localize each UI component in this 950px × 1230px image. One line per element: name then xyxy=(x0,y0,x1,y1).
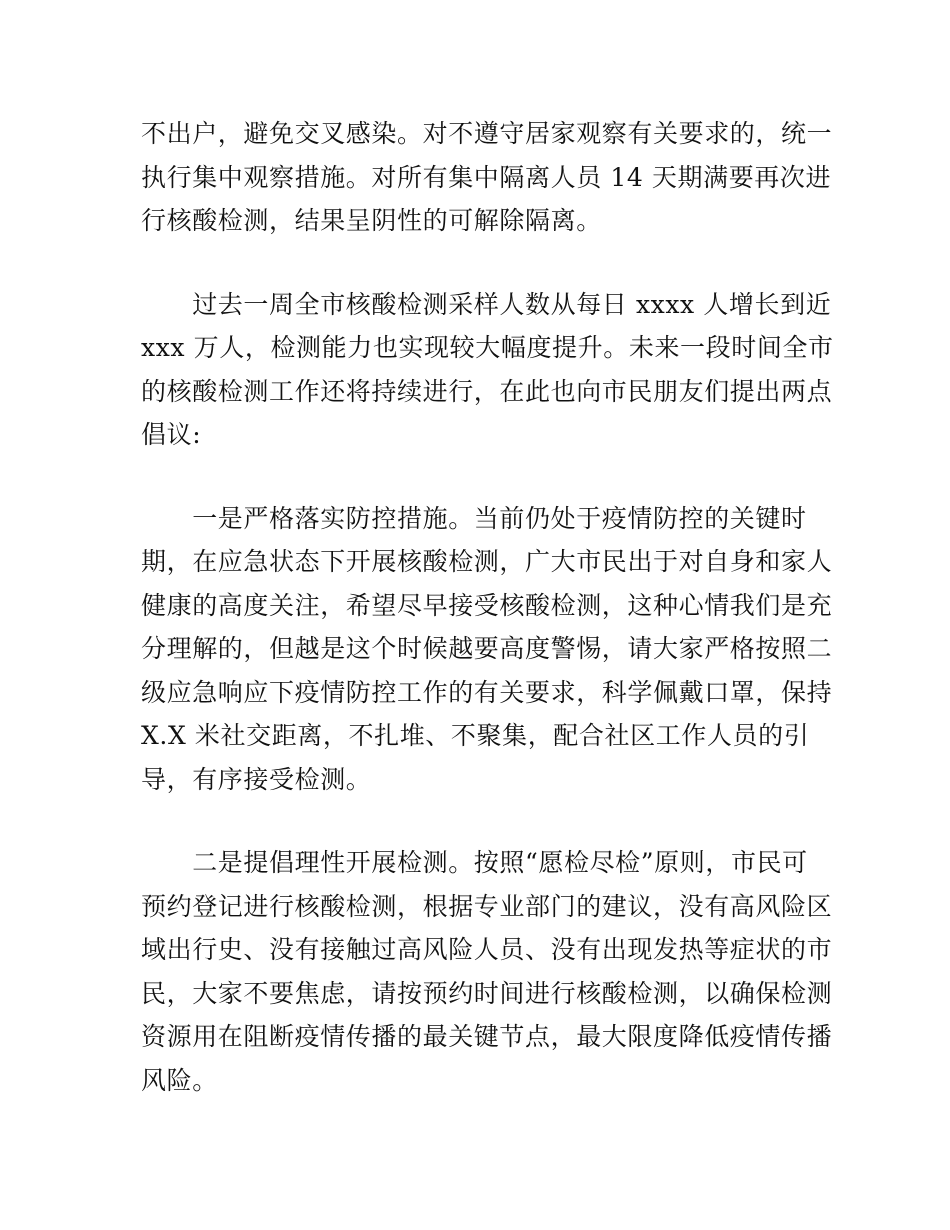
text-line: 一是严格落实防控措施。当前仍处于疫情防控的关键时 xyxy=(141,503,807,533)
text-line: 过去一周全市核酸检测采样人数从每日 xxxx 人增长到近 xyxy=(141,289,832,319)
paragraph-proposal-one xyxy=(141,497,833,802)
text-line: xxx 万人，检测能力也实现较大幅度提升。未来一段时间全市 xyxy=(141,333,834,362)
paragraph-proposal-two xyxy=(141,841,833,1102)
text-line: 的核酸检测工作还将持续进行，在此也向市民朋友们提出两点 xyxy=(141,376,833,406)
text-line: X.X 米社交距离，不扎堆、不聚集，配合社区工作人员的引 xyxy=(141,721,810,750)
text-line: 健康的高度关注，希望尽早接受核酸检测，这种心情我们是充 xyxy=(141,590,833,620)
text-line: 期，在应急状态下开展核酸检测，广大市民出于对自身和家人 xyxy=(141,547,833,576)
document-body xyxy=(141,112,834,1142)
text-line: 导，有序接受检测。 xyxy=(141,764,372,794)
paragraph-testing-capacity xyxy=(141,283,834,457)
text-line: 倡议: xyxy=(141,420,202,449)
text-line: 不出户，避免交叉感染。对不遵守居家观察有关要求的，统一 xyxy=(141,119,833,148)
text-line: 资源用在阻断疫情传播的最关键节点，最大限度降低疫情传播 xyxy=(141,1022,833,1051)
text-line: 级应急响应下疫情防控工作的有关要求，科学佩戴口罩，保持 xyxy=(141,677,833,707)
text-line: 预约登记进行核酸检测，根据专业部门的建议，没有高风险区 xyxy=(141,891,833,921)
text-line: 分理解的，但越是这个时候越要高度警惕，请大家严格按照二 xyxy=(141,634,833,663)
text-line: 域出行史、没有接触过高风险人员、没有出现发热等症状的市 xyxy=(141,935,833,964)
text-line: 二是提倡理性开展检测。按照“愿检尽检”原则，市民可 xyxy=(141,848,808,877)
text-line: 执行集中观察措施。对所有集中隔离人员 14 天期满要再次进 xyxy=(141,162,832,192)
text-line: 风险。 xyxy=(141,1065,218,1095)
text-line: 行核酸检测，结果呈阴性的可解除隔离。 xyxy=(141,206,602,235)
paragraph-isolation xyxy=(141,112,833,243)
text-line: 民，大家不要焦虑，请按预约时间进行核酸检测，以确保检测 xyxy=(141,978,833,1008)
